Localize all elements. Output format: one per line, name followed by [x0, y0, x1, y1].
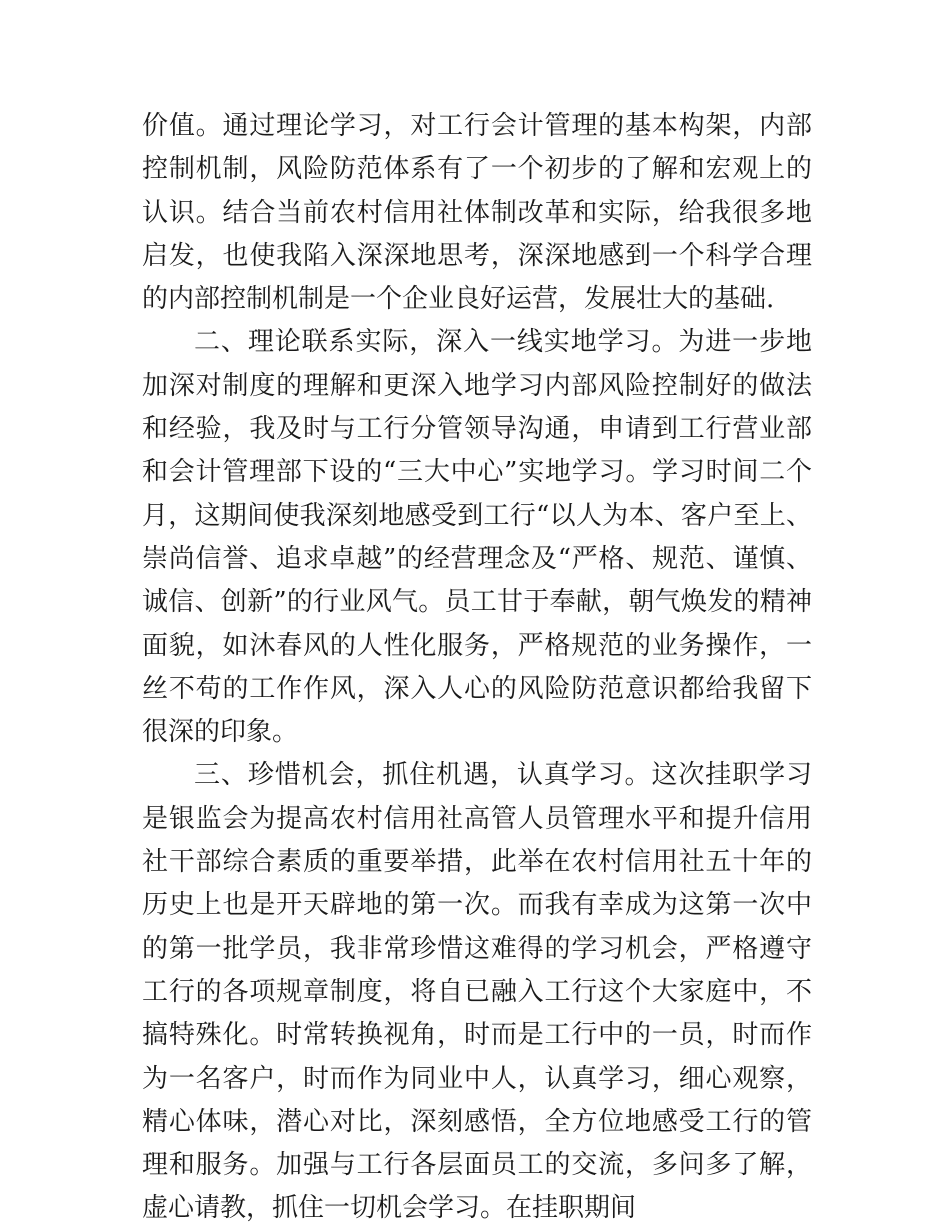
- paragraph-1: 价值。通过理论学习，对工行会计管理的基本构架，内部控制机制，风险防范体系有了一个初步的了解和宏观上的认识。结合当前农村信用社体制改革和实际，给我很多地启发，也使我陷入深深地思考，深深地感到一个科学合理的内部控制机制是一个企业良好运营，发展壮大的基础.: [142, 111, 812, 315]
- paragraph-2: 二、理论联系实际，深入一线实地学习。为进一步地加深对制度的理解和更深入地学习内部风险控制好的做法和经验，我及时与工行分管领导沟通，申请到工行营业部和会计管理部下设的“三大中心”实地学习。学习时间二个月，这期间使我深刻地感受到工行“以人为本、客户至上、崇尚信誉、追求卓越”的经营理念及“严格、规范、谨慎、诚信、创新”的行业风气。员工甘于奉献，朝气焕发的精神面貌，如沐春风的人性化服务，严格规范的业务操作，一丝不苟的工作作风，深入人心的风险防范意识都给我留下很深的印象。: [142, 327, 812, 748]
- paragraph-3: 三、珍惜机会，抓住机遇，认真学习。这次挂职学习是银监会为提高农村信用社高管人员管理水平和提升信用社干部综合素质的重要举措，此举在农村信用社五十年的历史上也是开天辟地的第一次。而我有幸成为这第一次中的第一批学员，我非常珍惜这难得的学习机会，严格遵守工行的各项规章制度，将自已融入工行这个大家庭中，不搞特殊化。时常转换视角，时而是工行中的一员，时而作为一名客户，时而作为同业中人，认真学习，细心观察，精心体味，潜心对比，深刻感悟，全方位地感受工行的管理和服务。加强与工行各层面员工的交流，多问多了解，虚心请教，抓住一切机会学习。在挂职期间: [142, 760, 812, 1224]
- document-body: [142, 105, 812, 1231]
